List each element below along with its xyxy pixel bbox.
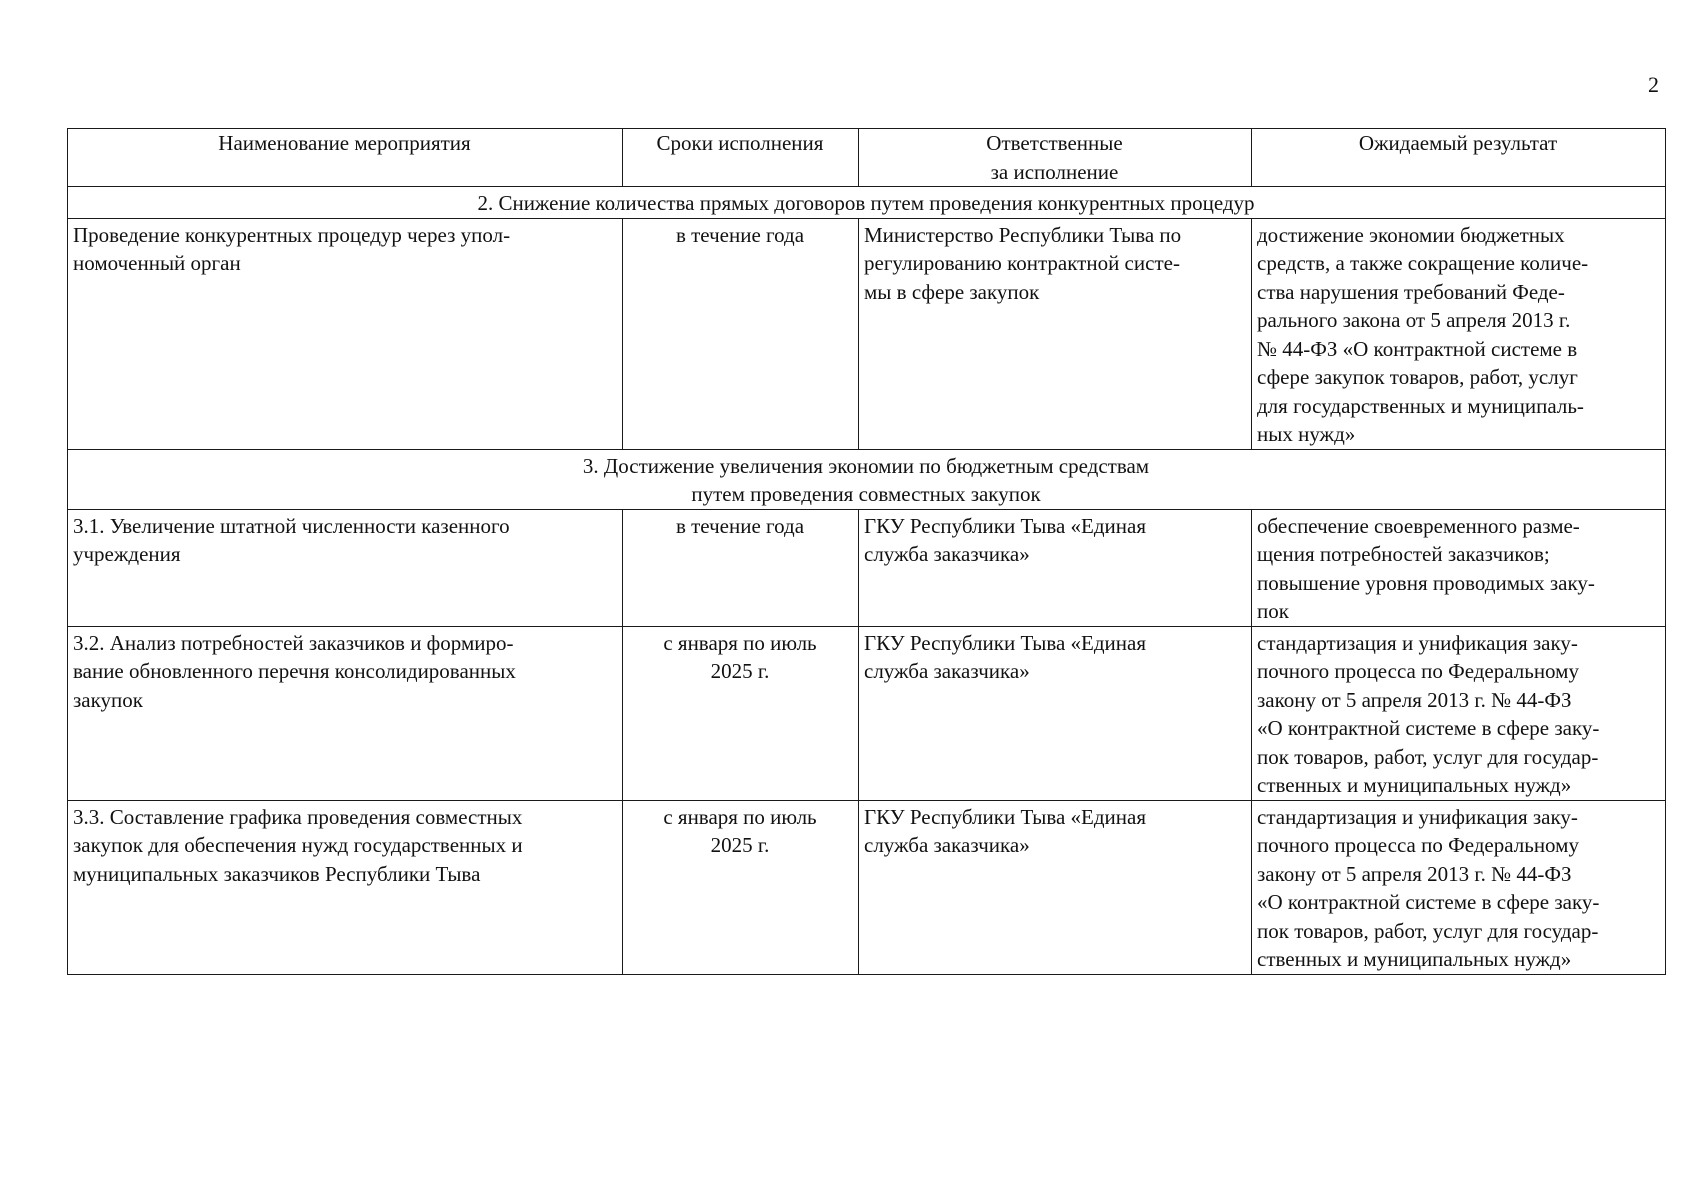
cell-term: в течение года xyxy=(623,218,859,449)
table-header-row xyxy=(68,129,1666,187)
cell-responsible: ГКУ Республики Тыва «Единая служба заказчика» xyxy=(859,626,1252,800)
cell-name: Проведение конкурентных процедур через упол- номоченный орган xyxy=(68,218,623,449)
table-row xyxy=(68,509,1666,626)
cell-name: 3.3. Составление графика проведения совместных закупок для обеспечения нужд государственных и муниципальных заказчиков Республики Тыва xyxy=(68,800,623,974)
cell-name: 3.1. Увеличение штатной численности казенного учреждения xyxy=(68,509,623,626)
cell-term: с января по июль 2025 г. xyxy=(623,626,859,800)
cell-result: стандартизация и унификация заку- почного процесса по Федеральному закону от 5 апреля 2013 г. № 44-ФЗ «О контрактной системе в сфере заку- пок товаров, работ, услуг для государ- ственных и муниципальных нужд» xyxy=(1252,626,1666,800)
section-2-title: 2. Снижение количества прямых договоров путем проведения конкурентных процедур xyxy=(68,187,1666,219)
header-responsible: Ответственные за исполнение xyxy=(859,129,1252,187)
cell-term: с января по июль 2025 г. xyxy=(623,800,859,974)
cell-responsible: Министерство Республики Тыва по регулированию контрактной систе- мы в сфере закупок xyxy=(859,218,1252,449)
section-3-title: 3. Достижение увеличения экономии по бюджетным средствам путем проведения совместных закупок xyxy=(68,449,1666,509)
cell-responsible: ГКУ Республики Тыва «Единая служба заказчика» xyxy=(859,800,1252,974)
cell-result: стандартизация и унификация заку- почного процесса по Федеральному закону от 5 апреля 2013 г. № 44-ФЗ «О контрактной системе в сфере заку- пок товаров, работ, услуг для государ- ственных и муниципальных нужд» xyxy=(1252,800,1666,974)
header-term: Сроки исполнения xyxy=(623,129,859,187)
cell-term: в течение года xyxy=(623,509,859,626)
cell-result: достижение экономии бюджетных средств, а также сокращение количе- ства нарушения требований Феде- рального закона от 5 апреля 2013 г. № 44-ФЗ «О контрактной системе в сфере закупок товаров, работ, услуг для государственных и муниципаль- ных нужд» xyxy=(1252,218,1666,449)
cell-name: 3.2. Анализ потребностей заказчиков и формиро- вание обновленного перечня консолидированных закупок xyxy=(68,626,623,800)
table-row xyxy=(68,800,1666,974)
cell-result: обеспечение своевременного разме- щения потребностей заказчиков; повышение уровня проводимых заку- пок xyxy=(1252,509,1666,626)
table-row xyxy=(68,218,1666,449)
section-row xyxy=(68,449,1666,509)
page-number: 2 xyxy=(1648,72,1659,97)
table-row xyxy=(68,626,1666,800)
cell-responsible: ГКУ Республики Тыва «Единая служба заказчика» xyxy=(859,509,1252,626)
section-row xyxy=(68,187,1666,219)
header-result: Ожидаемый результат xyxy=(1252,129,1666,187)
action-plan-table xyxy=(67,128,1666,975)
header-name: Наименование мероприятия xyxy=(68,129,623,187)
